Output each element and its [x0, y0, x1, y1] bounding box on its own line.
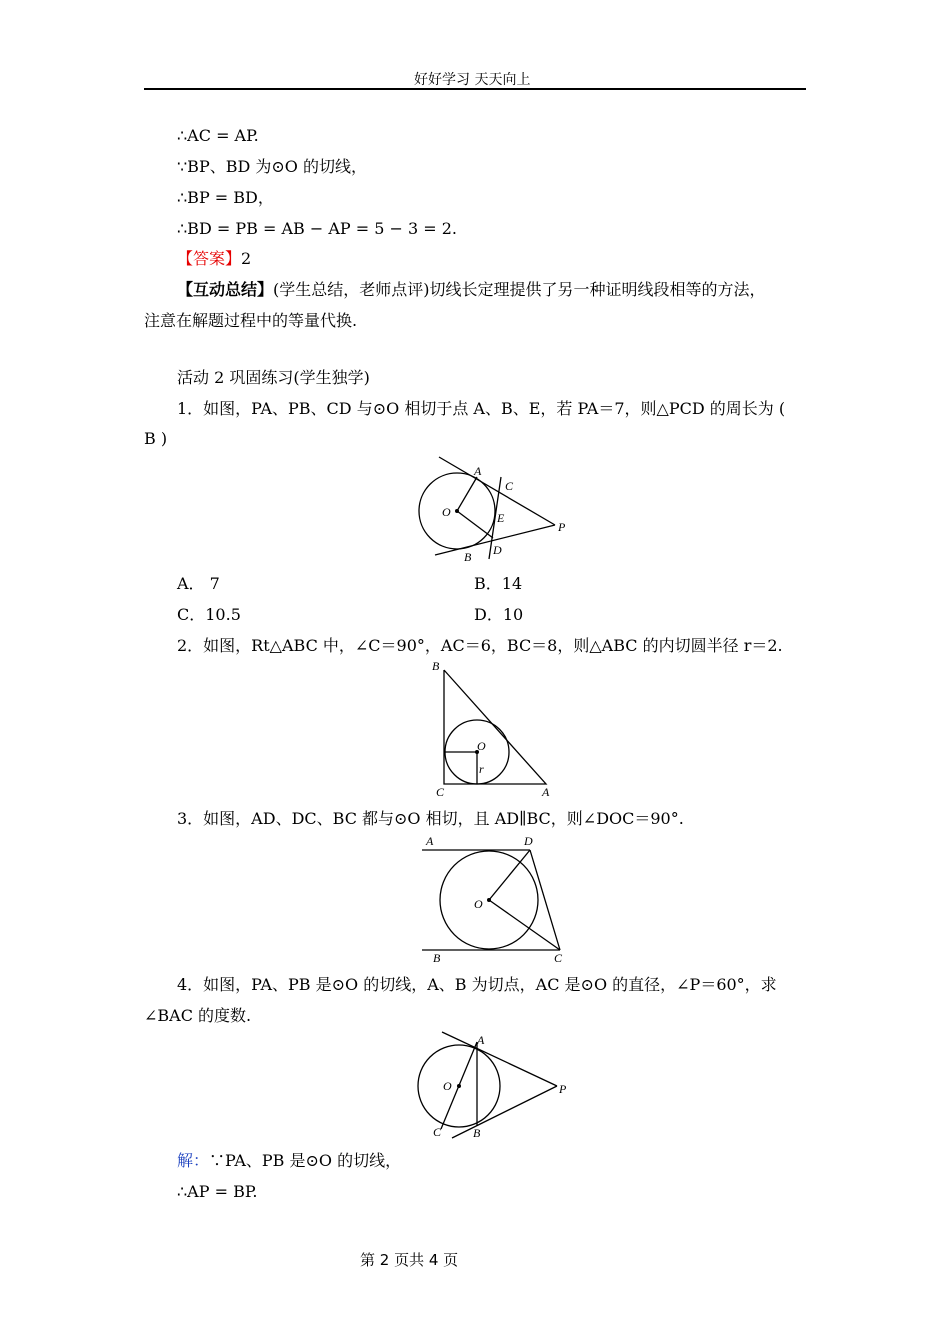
q4-label-p: P: [559, 1082, 567, 1096]
q1-label-c: C: [505, 479, 514, 493]
q1-radius-2: [457, 511, 493, 538]
summary-line-1: [177, 280, 766, 300]
q4-tangent-pb: [452, 1086, 557, 1138]
solution-line-1: [177, 1151, 401, 1171]
q1-option-a: A． 7: [177, 574, 220, 593]
q3-tangent-dc: [530, 850, 560, 950]
solution-text-1: ∵PA、PB 是⊙O 的切线，: [209, 1151, 402, 1170]
answer-label: 【答案】: [177, 249, 242, 268]
proof-line-2: ∵BP、BD 为⊙O 的切线，: [177, 157, 367, 176]
q3-label-o: O: [474, 897, 483, 911]
q2-triangle: [444, 670, 546, 784]
q3-label-c: C: [554, 951, 563, 965]
q1-label-p: P: [558, 520, 566, 534]
activity-title: 活动 2 巩固练习(学生独学): [177, 368, 370, 387]
proof-line-3: ∴BP = BD，: [177, 188, 274, 207]
q4-label-b: B: [473, 1126, 481, 1140]
q1-label-o: O: [442, 505, 451, 519]
q3-segment-oc: [489, 900, 560, 950]
q2-label-a: A: [542, 785, 550, 799]
q1-text-line-2: B ): [144, 429, 168, 448]
q1-radius: [457, 477, 477, 511]
q2-label-o: O: [477, 739, 486, 753]
q3-text: 3．如图，AD、DC、BC 都与⊙O 相切，且 AD∥BC，则∠DOC＝90°.: [177, 809, 684, 828]
summary-label: 【互动总结】: [177, 280, 274, 299]
q4-figure: [405, 1030, 580, 1145]
header-rule: [144, 88, 806, 90]
summary-text-1: (学生总结，老师点评)切线长定理提供了另一种证明线段相等的方法，: [273, 280, 766, 299]
q1-figure: [405, 455, 585, 570]
solution-label: 解：: [177, 1151, 210, 1170]
q3-label-b: B: [433, 951, 441, 965]
q2-figure: [428, 658, 558, 798]
proof-line-4: ∴BD = PB = AB − AP = 5 − 3 = 2.: [177, 219, 458, 238]
q4-text-line-1: 4．如图，PA、PB 是⊙O 的切线，A、B 为切点，AC 是⊙O 的直径，∠P＝60°，求: [177, 975, 777, 994]
q2-label-r: r: [479, 762, 484, 776]
q2-text: 2．如图，Rt△ABC 中，∠C＝90°，AC＝6，BC＝8，则△ABC 的内切圆半径 r＝2.: [177, 636, 783, 655]
proof-line-1: ∴AC = AP.: [177, 126, 259, 145]
q1-option-b: B．14: [474, 574, 523, 593]
q1-label-b: B: [464, 550, 472, 564]
q1-option-c: C．10.5: [177, 605, 241, 624]
answer-value: 2: [241, 249, 252, 268]
q2-label-b: B: [432, 659, 440, 673]
summary-line-2: 注意在解题过程中的等量代换.: [144, 311, 358, 330]
q4-text-line-2: ∠BAC 的度数.: [144, 1006, 252, 1025]
q4-label-o: O: [443, 1079, 452, 1093]
q3-label-a: A: [426, 834, 434, 848]
q4-label-a: A: [477, 1033, 485, 1047]
answer-line: [177, 249, 251, 269]
q1-label-d: D: [493, 543, 502, 557]
q1-label-a: A: [474, 464, 482, 478]
page-header: 好好学习 天天向上: [414, 72, 531, 88]
q1-label-e: E: [497, 511, 505, 525]
q2-label-c: C: [436, 785, 445, 799]
q1-option-d: D．10: [474, 605, 524, 624]
q3-figure: [420, 832, 580, 964]
page-footer: 第 2 页共 4 页: [360, 1251, 459, 1269]
solution-line-2: ∴AP = BP.: [177, 1182, 258, 1201]
q3-label-d: D: [524, 834, 533, 848]
q4-label-c: C: [433, 1125, 442, 1139]
q1-text-line-1: 1．如图，PA、PB、CD 与⊙O 相切于点 A、B、E，若 PA＝7，则△PCD 的周长为 (: [177, 399, 786, 418]
q3-segment-od: [489, 850, 530, 900]
